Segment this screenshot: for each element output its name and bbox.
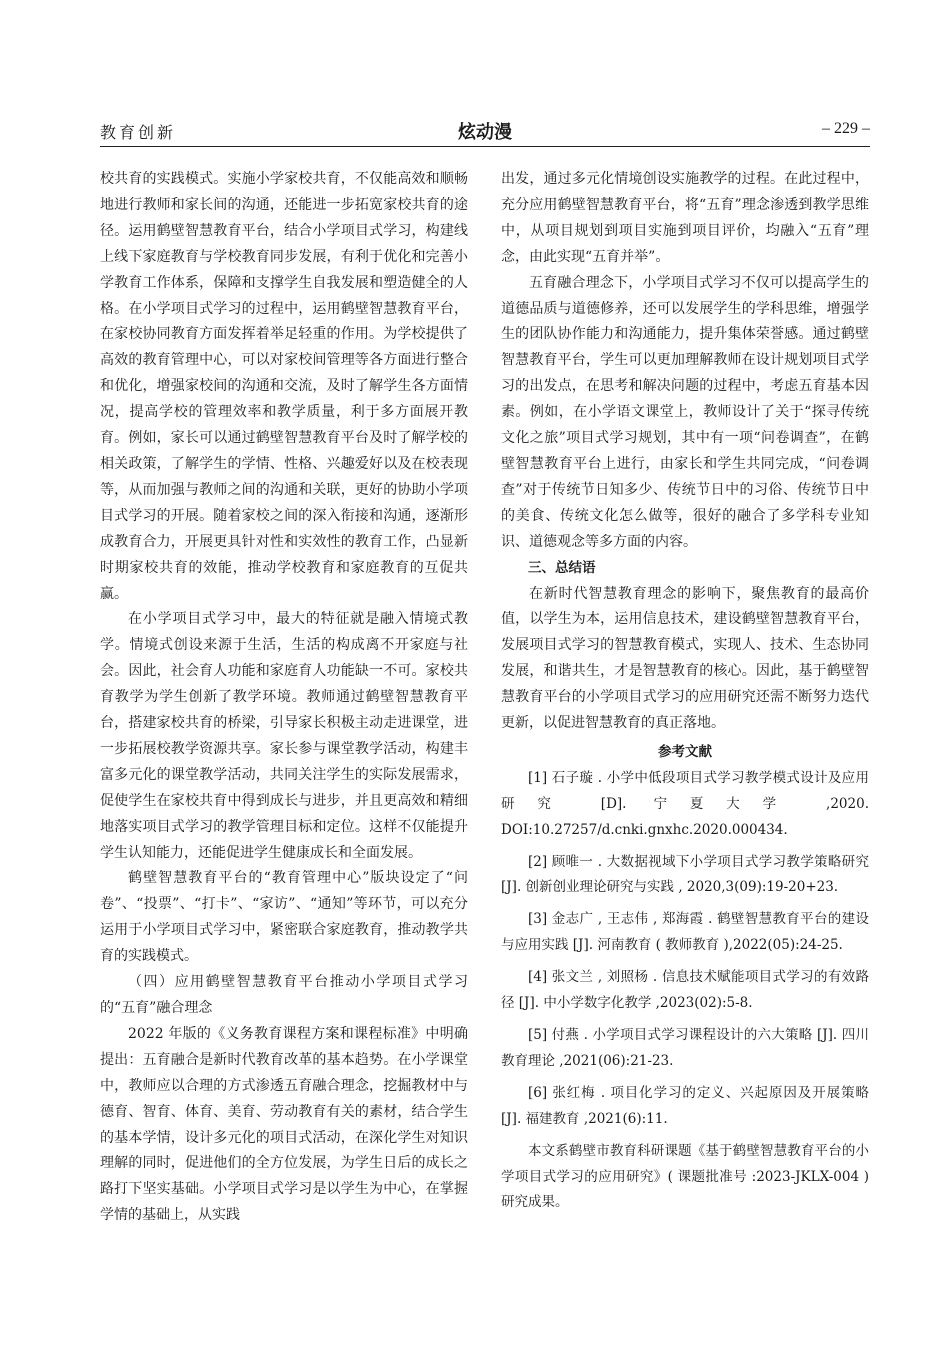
right-column [501,167,869,1216]
page-number: – 229 – [822,120,870,137]
reference-item: [3] 金志广 , 王志伟 , 郑海霞 . 鹤壁智慧教育平台的建设与应用实践 [J]. 河南教育 ( 教师教育 ),2022(05):24-25. [501,911,869,954]
paragraph-five-education: 2022 年版的《义务教育课程方案和课程标准》中明确提出：五育融合是新时代教育改革的基本趋势。在小学课堂中，教师应以合理的方式渗透五育融合理念，挖掘教材中与德育、智育、体育、美育、劳动教育有关的素材，结合学生的基本学情，设计多元化的项目式活动，在深化学生对知识理解的同时，促进他们的全方位发展，为学生日后的成长之路打下坚实基础。小学项目式学习是以学生为中心，在掌握学情的基础上，从实践 [100,1025,468,1224]
header-title: 炫动漫 [458,122,512,143]
reference-item: [6] 张红梅 . 项目化学习的定义、兴起原因及开展策略 [J]. 福建教育 ,2021(6):11. [501,1084,869,1127]
reference-item: [2] 顾唯一 . 大数据视域下小学项目式学习教学策略研究 [J]. 创新创业理论研究与实践 , 2020,3(09):19-20+23. [501,853,869,896]
subsection-heading-four: （四）应用鹤壁智慧教育平台推动小学项目式学习的“五育”融合理念 [100,974,468,1016]
paragraph-continuation-right: 出发，通过多元化情境创设实施教学的过程。在此过程中，充分应用鹤壁智慧教育平台，将“五育”理念渗透到教学思维中，从项目规划到项目实施到项目评价，均融入“五育”理念，由此实现“五育并举”。 [501,171,869,265]
paragraph-situational-teaching: 在小学项目式学习中，最大的特征就是融入情境式教学。情境式创设来源于生活，生活的构成离不开家庭与社会。因此，社会育人功能和家庭育人功能缺一不可。家校共育教学为学生创新了教学环境。教师通过鹤壁智慧教育平台，搭建家校共育的桥梁，引导家长积极主动走进课堂，进一步拓展校教学资源共享。家长参与课堂教学活动，构建丰富多元化的课堂教学活动，共同关注学生的实际发展需求，促使学生在家校共育中得到成长与进步，并且更高效和精细地落实项目式学习的教学管理目标和定位。这样不仅能提升学生认知能力，还能促进学生健康成长和全面发展。 [100,611,468,861]
reference-item: [1] 石子璇 . 小学中低段项目式学习教学模式设计及应用研究 [D]. 宁夏大学 ,2020. DOI:10.27257/d.cnki.gnxhc.2020.000434. [501,769,869,838]
journal-name: 教育创新 [100,123,177,142]
references-heading: 参考文献 [658,743,712,760]
paragraph-management-center: 鹤壁智慧教育平台的“教育管理中心”版块设定了“问卷”、“投票”、“打卡”、“家访”、“通知”等环节，可以充分运用于小学项目式学习中，紧密联合家庭教育，推动教学共育的实践模式。 [100,870,468,965]
page-header [100,114,870,147]
left-column [100,167,468,1229]
reference-item: [4] 张文兰 , 刘照杨 . 信息技术赋能项目式学习的有效路径 [J]. 中小学数字化教学 ,2023(02):5-8. [501,969,869,1012]
paragraph-five-education-fusion: 五育融合理念下，小学项目式学习不仅可以提高学生的道德品质与道德修养，还可以发展学生的学科思维，增强学生的团队协作能力和沟通能力，提升集体荣誉感。通过鹤壁智慧教育平台，学生可以更加理解教师在设计规划项目式学习的出发点，在思考和解决问题的过程中，考虑五育基本因素。例如，在小学语文课堂上，教师设计了关于“探寻传统文化之旅”项目式学习规划，其中有一项“问卷调查”，在鹤壁智慧教育平台上进行，由家长和学生共同完成，“问卷调查”对于传统节日知多少、传统节日中的习俗、传统节日中的美食、传统文化怎么做等，很好的融合了多学科专业知识、道德观念等多方面的内容。 [501,274,869,550]
reference-item: [5] 付燕 . 小学项目式学习课程设计的六大策略 [J]. 四川教育理论 ,2021(06):21-23. [501,1027,869,1069]
paragraph-continuation: 校共育的实践模式。实施小学家校共育，不仅能高效和顺畅地进行教师和家长间的沟通，还能进一步拓宽家校共育的途径。运用鹤壁智慧教育平台，结合小学项目式学习，构建线上线下家庭教育与学校教育同步发展，有利于优化和完善小学教育工作体系，保障和支撑学生自我发展和塑造健全的人格。在小学项目式学习的过程中，运用鹤壁智慧教育平台，在家校协同教育方面发挥着举足轻重的作用。为学校提供了高效的教育管理中心，可以对家校间管理等各方面进行整合和优化，增强家校间的沟通和交流，及时了解学生各方面情况，提高学校的管理效率和教学质量，利于多方面展开教育。例如，家长可以通过鹤壁智慧教育平台及时了解学校的相关政策，了解学生的学情、性格、兴趣爱好以及在校表现等，从而加强与教师之间的沟通和关联，更好的协助小学项目式学习的开展。随着家校之间的深入衔接和沟通，逐渐形成教育合力，开展更具针对性和实效性的教育工作，凸显新时期家校共育的效能，推动学校教育和家庭教育的互促共赢。 [100,171,468,602]
paragraph-conclusion: 在新时代智慧教育理念的影响下，聚焦教育的最高价值，以学生为本，运用信息技术，建设鹤壁智慧教育平台，发展项目式学习的智慧教育模式，实现人、技术、生态协同发展，和谐共生，才是智慧教育的核心。因此，基于鹤壁智慧教育平台的小学项目式学习的应用研究还需不断努力迭代更新，以促进智慧教育的真正落地。 [501,585,869,732]
section-heading-conclusion: 三、总结语 [528,559,596,576]
funding-note: 本文系鹤壁市教育科研课题《基于鹤壁智慧教育平台的小学项目式学习的应用研究》( 课题批准号 :2023-JKLX-004 ) 研究成果。 [501,1142,869,1211]
